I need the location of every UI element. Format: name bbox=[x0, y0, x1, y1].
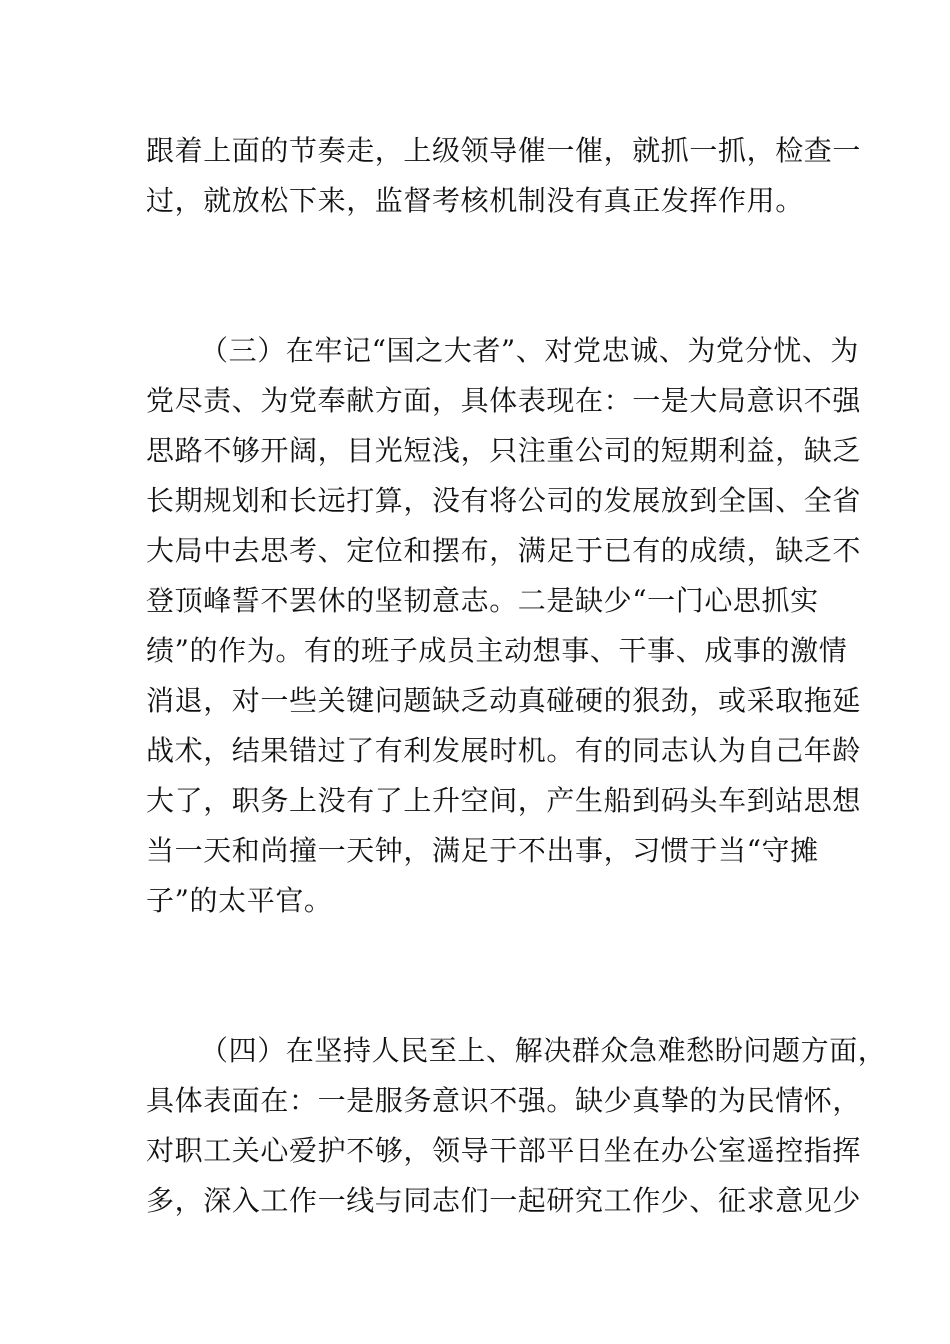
section-three-heading-line: （三）在牢记“国之大者”、对党忠诚、为党分忧、为 bbox=[200, 334, 860, 367]
text-line: 消退，对一些关键问题缺乏动真碰硬的狠劲，或采取拖延 bbox=[146, 684, 862, 717]
text-line: 当一天和尚撞一天钟，满足于不出事，习惯于当“守摊 bbox=[146, 834, 819, 867]
text-line: 大了，职务上没有了上升空间，产生船到码头车到站思想 bbox=[146, 784, 862, 817]
text-line: 过，就放松下来，监督考核机制没有真正发挥作用。 bbox=[146, 184, 804, 217]
text-line: 对职工关心爱护不够，领导干部平日坐在办公室遥控指挥 bbox=[146, 1134, 862, 1167]
text-line: 长期规划和长远打算，没有将公司的发展放到全国、全省 bbox=[146, 484, 862, 517]
text-line: 思路不够开阔，目光短浅，只注重公司的短期利益，缺乏 bbox=[146, 434, 862, 467]
section-four-heading-line: （四）在坚持人民至上、解决群众急难愁盼问题方面， bbox=[200, 1034, 887, 1067]
text-line: 战术，结果错过了有利发展时机。有的同志认为自己年龄 bbox=[146, 734, 862, 767]
text-line: 跟着上面的节奏走，上级领导催一催，就抓一抓，检查一 bbox=[146, 134, 862, 167]
text-line: 登顶峰誓不罢休的坚韧意志。二是缺少“一门心思抓实 bbox=[146, 584, 819, 617]
text-line: 具体表面在：一是服务意识不强。缺少真挚的为民情怀， bbox=[146, 1084, 862, 1117]
text-line: 多，深入工作一线与同志们一起研究工作少、征求意见少 bbox=[146, 1184, 862, 1217]
text-line: 党尽责、为党奉献方面，具体表现在：一是大局意识不强 bbox=[146, 384, 862, 417]
text-line: 大局中去思考、定位和摆布，满足于已有的成绩，缺乏不 bbox=[146, 534, 862, 567]
text-line: 子”的太平官。 bbox=[146, 884, 333, 917]
text-line: 绩”的作为。有的班子成员主动想事、干事、成事的激情 bbox=[146, 634, 848, 667]
